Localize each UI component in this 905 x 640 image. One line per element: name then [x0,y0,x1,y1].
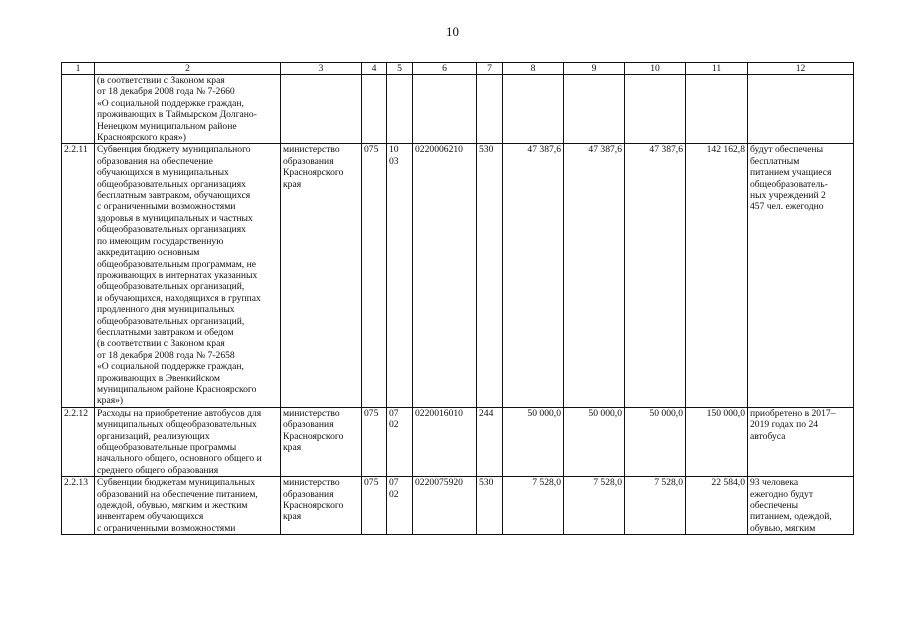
expense-type-code: 530 [477,144,503,407]
responsible-organization: министерство образования Красноярского края [281,407,362,476]
expense-type-code [477,75,503,144]
amount-year-1: 47 387,6 [503,144,564,407]
grbs-code: 075 [362,144,387,407]
expected-result [748,75,854,144]
column-header: 7 [477,63,503,75]
amount-year-2: 50 000,0 [564,407,625,476]
amount-year-2: 47 387,6 [564,144,625,407]
amount-year-2: 7 528,0 [564,477,625,535]
amount-year-2 [564,75,625,144]
column-header: 8 [503,63,564,75]
expense-type-code: 244 [477,407,503,476]
table-row [62,477,854,535]
responsible-organization: министерство образования Красноярского края [281,144,362,407]
column-header: 9 [564,63,625,75]
column-number-row [62,63,854,75]
column-header: 3 [281,63,362,75]
item-number [62,75,95,144]
section-code: 07 02 [387,477,413,535]
item-number: 2.2.11 [62,144,95,407]
column-header: 12 [748,63,854,75]
responsible-organization: министерство образования Красноярского края [281,477,362,535]
column-header: 11 [686,63,748,75]
column-header: 6 [413,63,477,75]
target-article-code: 0220006210 [413,144,477,407]
amount-year-1: 50 000,0 [503,407,564,476]
item-description: (в соответствии с Законом края от 18 декабря 2008 года № 7-2660 «О социальной поддержке граждан, проживающих в Таймырском Долгано- Ненецком муниципальном районе Красноярского края») [95,75,281,144]
grbs-code [362,75,387,144]
column-header: 4 [362,63,387,75]
column-header: 2 [95,63,281,75]
item-description: Расходы на приобретение автобусов для муниципальных общеобразовательных организаций, реализующих общеобразовательные программы начального общего, основного общего и среднего общего образования [95,407,281,476]
section-code: 10 03 [387,144,413,407]
grbs-code: 075 [362,407,387,476]
expected-result: будут обеспечены бесплатным питанием учащиеся общеобразователь- ных учреждений 2 457 чел. ежегодно [748,144,854,407]
amount-total: 142 162,8 [686,144,748,407]
grbs-code: 075 [362,477,387,535]
amount-year-3 [625,75,686,144]
responsible-organization [281,75,362,144]
column-header: 1 [62,63,95,75]
amount-year-3: 7 528,0 [625,477,686,535]
item-number: 2.2.13 [62,477,95,535]
expected-result: 93 человека ежегодно будут обеспечены питанием, одеждой, обувью, мягким [748,477,854,535]
program-activities-table [61,62,854,535]
item-description: Субвенция бюджету муниципального образования на обеспечение обучающихся в муниципальных общеобразовательных организациях бесплатным завтраком, обучающихся с ограниченными возможностями здоровья в муниципальных и частных общеобразовательных организациях по имеющим государственную аккредитацию основным общеобразовательным программам, не проживающих в интернатах указанных общеобразовательных организаций, и обучающихся, находящихся в группах продленного дня муниципальных общеобразовательных организаций, бесплатными завтраком и обедом (в соответствии с Законом края от 18 декабря 2008 года № 7-2658 «О социальной поддержке граждан, проживающих в Эвенкийском муниципальном районе Красноярского края») [95,144,281,407]
target-article-code: 0220016010 [413,407,477,476]
table-row [62,144,854,407]
column-header: 5 [387,63,413,75]
target-article-code: 0220075920 [413,477,477,535]
amount-total [686,75,748,144]
expected-result: приобретено в 2017– 2019 годах по 24 автобуса [748,407,854,476]
column-header: 10 [625,63,686,75]
table-row [62,407,854,476]
page-number: 10 [446,24,459,39]
amount-year-1: 7 528,0 [503,477,564,535]
table-row [62,75,854,144]
section-code [387,75,413,144]
section-code: 07 02 [387,407,413,476]
expense-type-code: 530 [477,477,503,535]
item-description: Субвенции бюджетам муниципальных образований на обеспечение питанием, одеждой, обувью, мягким и жестким инвентарем обучающихся с ограниченными возможностями [95,477,281,535]
target-article-code [413,75,477,144]
amount-year-3: 50 000,0 [625,407,686,476]
amount-total: 22 584,0 [686,477,748,535]
item-number: 2.2.12 [62,407,95,476]
amount-year-3: 47 387,6 [625,144,686,407]
amount-total: 150 000,0 [686,407,748,476]
amount-year-1 [503,75,564,144]
